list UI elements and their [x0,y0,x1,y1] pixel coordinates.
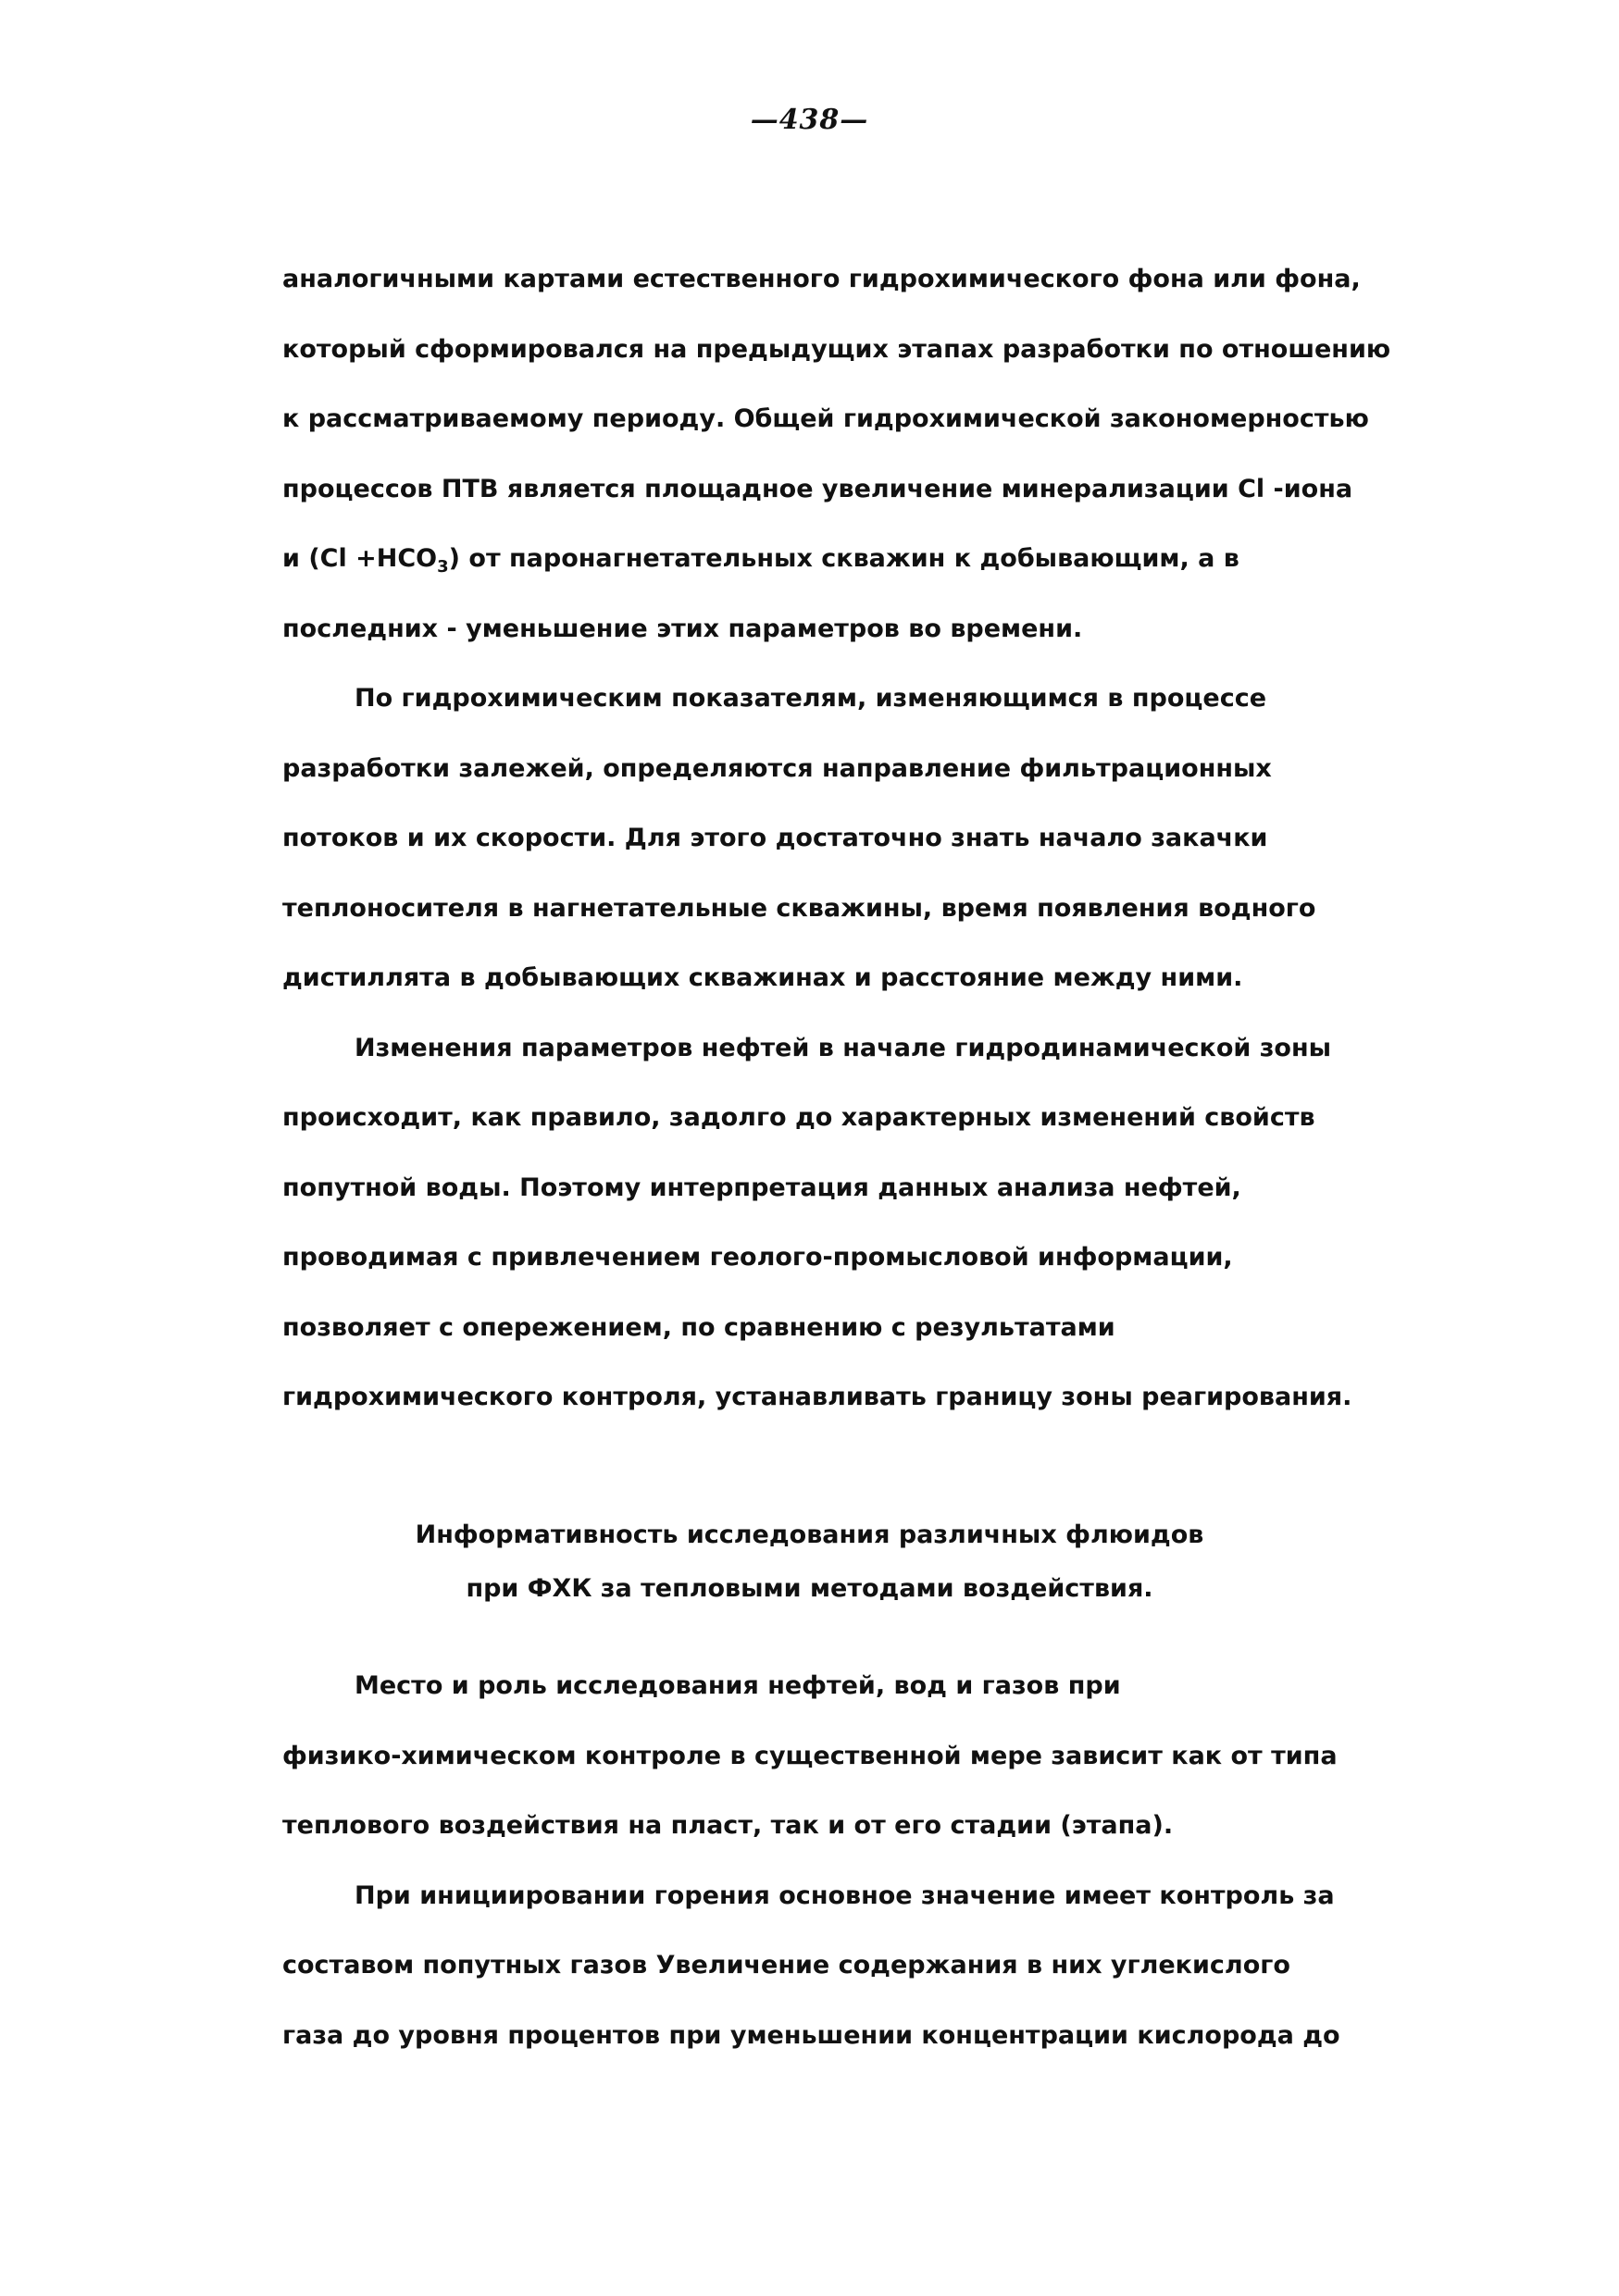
formula-tail: ) от паронагнетательных скважин к добывающим, а в [448,544,1239,573]
text-line: газа до уровня процентов при уменьшении концентрации кислорода до [282,2020,1340,2050]
text-line: При инициировании горения основное значение имеет контроль за [355,1880,1335,1910]
body-text-top [282,244,1391,1433]
text-line-with-formula [282,524,1356,594]
text-line: попутной воды. Поэтому интерпретация данных анализа нефтей, [282,1173,1241,1202]
formula-prefix: и (Cl +HCO [282,544,438,573]
section-heading [0,1508,1619,1616]
text-line: дистиллята в добывающих скважинах и расстояние между ними. [282,963,1243,992]
text-line: позволяет с опережением, по сравнению с результатами [282,1312,1115,1342]
text-line: составом попутных газов Увеличение содержания в них углекислого [282,1951,1290,1980]
text-line: Изменения параметров нефтей в начале гидродинамической зоны [355,1033,1332,1062]
text-line: проводимая с привлечением геолого-промысловой информации, [282,1243,1233,1272]
page-number: —438— [750,104,869,136]
text-line: последних - уменьшение этих параметров во времени. [282,614,1083,643]
text-line: разработки залежей, определяются направление фильтрационных [282,753,1272,783]
body-text-bottom [282,1651,1356,2070]
text-line: физико-химическом контроле в существенной мере зависит как от типа [282,1741,1338,1770]
text-line: аналогичными картами естественного гидрохимического фона или фона, [282,265,1361,293]
heading-line: при ФХК за тепловыми методами воздействия. [466,1574,1153,1603]
text-line: гидрохимического контроля, устанавливать границу зоны реагирования. [282,1383,1352,1411]
text-line: который сформировался на предыдущих этапах разработки по отношению [282,334,1391,364]
text-line: процессов ПТВ является площадное увеличение минерализации Cl -иона [282,474,1353,503]
heading-line: Информативность исследования различных флюидов [415,1520,1204,1549]
text-line: По гидрохимическим показателям, изменяющимся в процессе [355,684,1267,713]
text-line: происходит, как правило, задолго до характерных изменений свойств [282,1103,1315,1132]
formula-subscript: 3 [437,557,449,577]
text-line: теплового воздействия на пласт, так и от его стадии (этапа). [282,1811,1174,1840]
text-line: к рассматриваемому периоду. Общей гидрохимической закономерностью [282,404,1369,433]
text-line: Место и роль исследования нефтей, вод и газов при [355,1671,1121,1700]
text-line: потоков и их скорости. Для этого достаточно знать начало закачки [282,824,1268,852]
text-line: теплоносителя в нагнетательные скважины, время появления водного [282,893,1316,923]
